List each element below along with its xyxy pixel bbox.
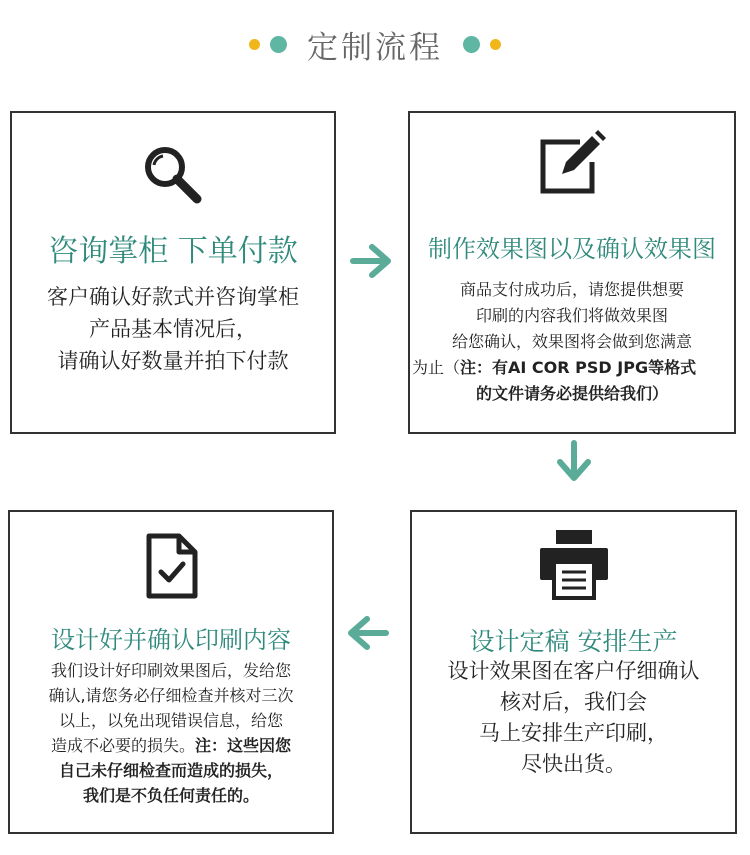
decor-dot-green [270, 36, 287, 53]
step-title: 设计定稿 安排生产 [469, 627, 678, 656]
document-check-icon [10, 532, 332, 602]
step-card-consult [10, 111, 336, 434]
arrow-right-icon [350, 242, 394, 284]
step-description: 设计效果图在客户仔细确认 核对后，我们会 马上安排生产印刷， 尽快出货。 [447, 659, 700, 776]
step-title: 咨询掌柜 下单付款 [48, 234, 298, 269]
decor-dot-yellow [490, 39, 501, 50]
decor-dot-yellow [249, 39, 260, 50]
step-title: 设计好并确认印刷内容 [51, 626, 291, 654]
step-description: 客户确认好款式并咨询掌柜 产品基本情况后， 请确认好数量并拍下付款 [47, 285, 299, 373]
section-heading [0, 22, 750, 66]
printer-icon [412, 528, 735, 600]
arrow-down-icon [555, 440, 593, 488]
decor-dot-green [463, 36, 480, 53]
step-description: 我们设计好印刷效果图后，发给您 确认,请您务必仔细检查并核对三次 以上，以免出现错误信息，给您 造成不必要的损失。注：这些因您 自己未仔细检查而造成的损失， 我们是不负任何责任的。 [48, 661, 294, 805]
edit-icon [410, 128, 734, 200]
step-description: 商品支付成功后，请您提供想要 印刷的内容我们将做效果图 给您确认，效果图将会做到您满意 为止（注：有AI COR PSD JPG等格式 的文件请务必提供给我们） [412, 280, 697, 403]
step-card-production [410, 510, 737, 834]
step-title: 制作效果图以及确认效果图 [428, 235, 716, 263]
page-title: 定制流程 [307, 29, 443, 66]
arrow-left-icon [345, 614, 389, 656]
step-card-confirm-print [8, 510, 334, 834]
search-icon [12, 143, 334, 207]
step-card-design-preview [408, 111, 736, 434]
